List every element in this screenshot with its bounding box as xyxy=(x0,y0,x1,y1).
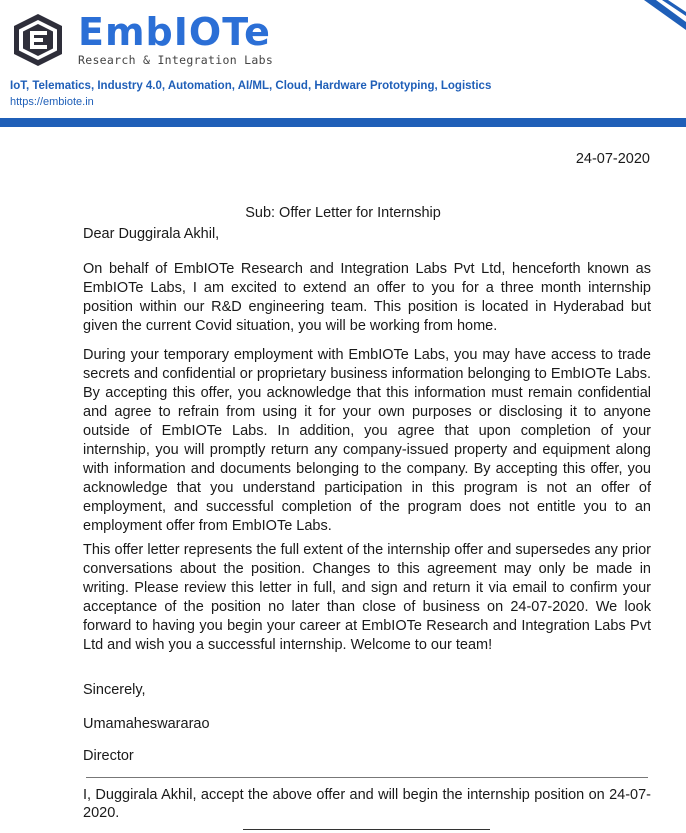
company-website-link[interactable]: https://embiote.in xyxy=(10,96,94,108)
signature-line xyxy=(243,829,490,830)
company-name: EmbIOTe xyxy=(78,10,271,54)
letter-date: 24-07-2020 xyxy=(575,151,650,167)
company-tagline: IoT, Telematics, Industry 4.0, Automation, AI/ML, Cloud, Hardware Prototyping, Logistics xyxy=(10,80,492,92)
signer-name: Umamaheswararao xyxy=(83,716,210,732)
body-paragraph-3: This offer letter represents the full extent of the internship offer and supersedes any prior conversations about the position. Changes to this agreement may only be made in writing. Please review this letter in full, and sign and return it via email to confirm your acceptance of the position no later than close of business on 24-07-2020. We look forward to having you begin your career at EmbIOTe Research and Integration Labs Pvt Ltd and wish you a successful internship. Welcome to our team! xyxy=(83,542,651,653)
letter-subject: Sub: Offer Letter for Internship xyxy=(245,205,441,221)
acceptance-statement: I, Duggirala Akhil, accept the above offer and will begin the internship position on 24-07-2020. xyxy=(83,787,651,821)
letter-salutation: Dear Duggirala Akhil, xyxy=(83,226,220,242)
letter-closing: Sincerely, xyxy=(83,682,146,698)
body-paragraph-1: On behalf of EmbIOTe Research and Integration Labs Pvt Ltd, henceforth known as EmbIOTe Labs, I am excited to extend an offer to you for a three month internship position within our R&D engineering team. This position is located in Hyderabad but given the current Covid situation, you will be working from home. xyxy=(83,261,651,334)
signer-title: Director xyxy=(83,748,134,764)
acceptance-divider xyxy=(86,777,648,778)
brand-block xyxy=(78,10,274,67)
embiote-shield-logo-icon xyxy=(10,12,66,68)
logo-row xyxy=(10,12,273,68)
header-divider-bar xyxy=(0,118,686,127)
letterhead xyxy=(0,0,686,132)
body-paragraph-2: During your temporary employment with EmbIOTe Labs, you may have access to trade secrets and confidential or proprietary business information belonging to EmbIOTe Labs. By accepting this offer, you acknowledge that this information must remain confidential and agree to refrain from using it for your own purposes or disclosing it to anyone outside of EmbIOTe Labs. In addition, you agree that upon completion of your internship, you will promptly return any company-issued property and equipment along with information and documents belonging to the company. By accepting this offer, you acknowledge that you understand participation in this program is not an offer of employment, and successful completion of the program does not entitle you to an employment offer from EmbIOTe Labs. xyxy=(83,347,651,534)
company-subtitle: Research & Integration Labs xyxy=(78,53,274,67)
